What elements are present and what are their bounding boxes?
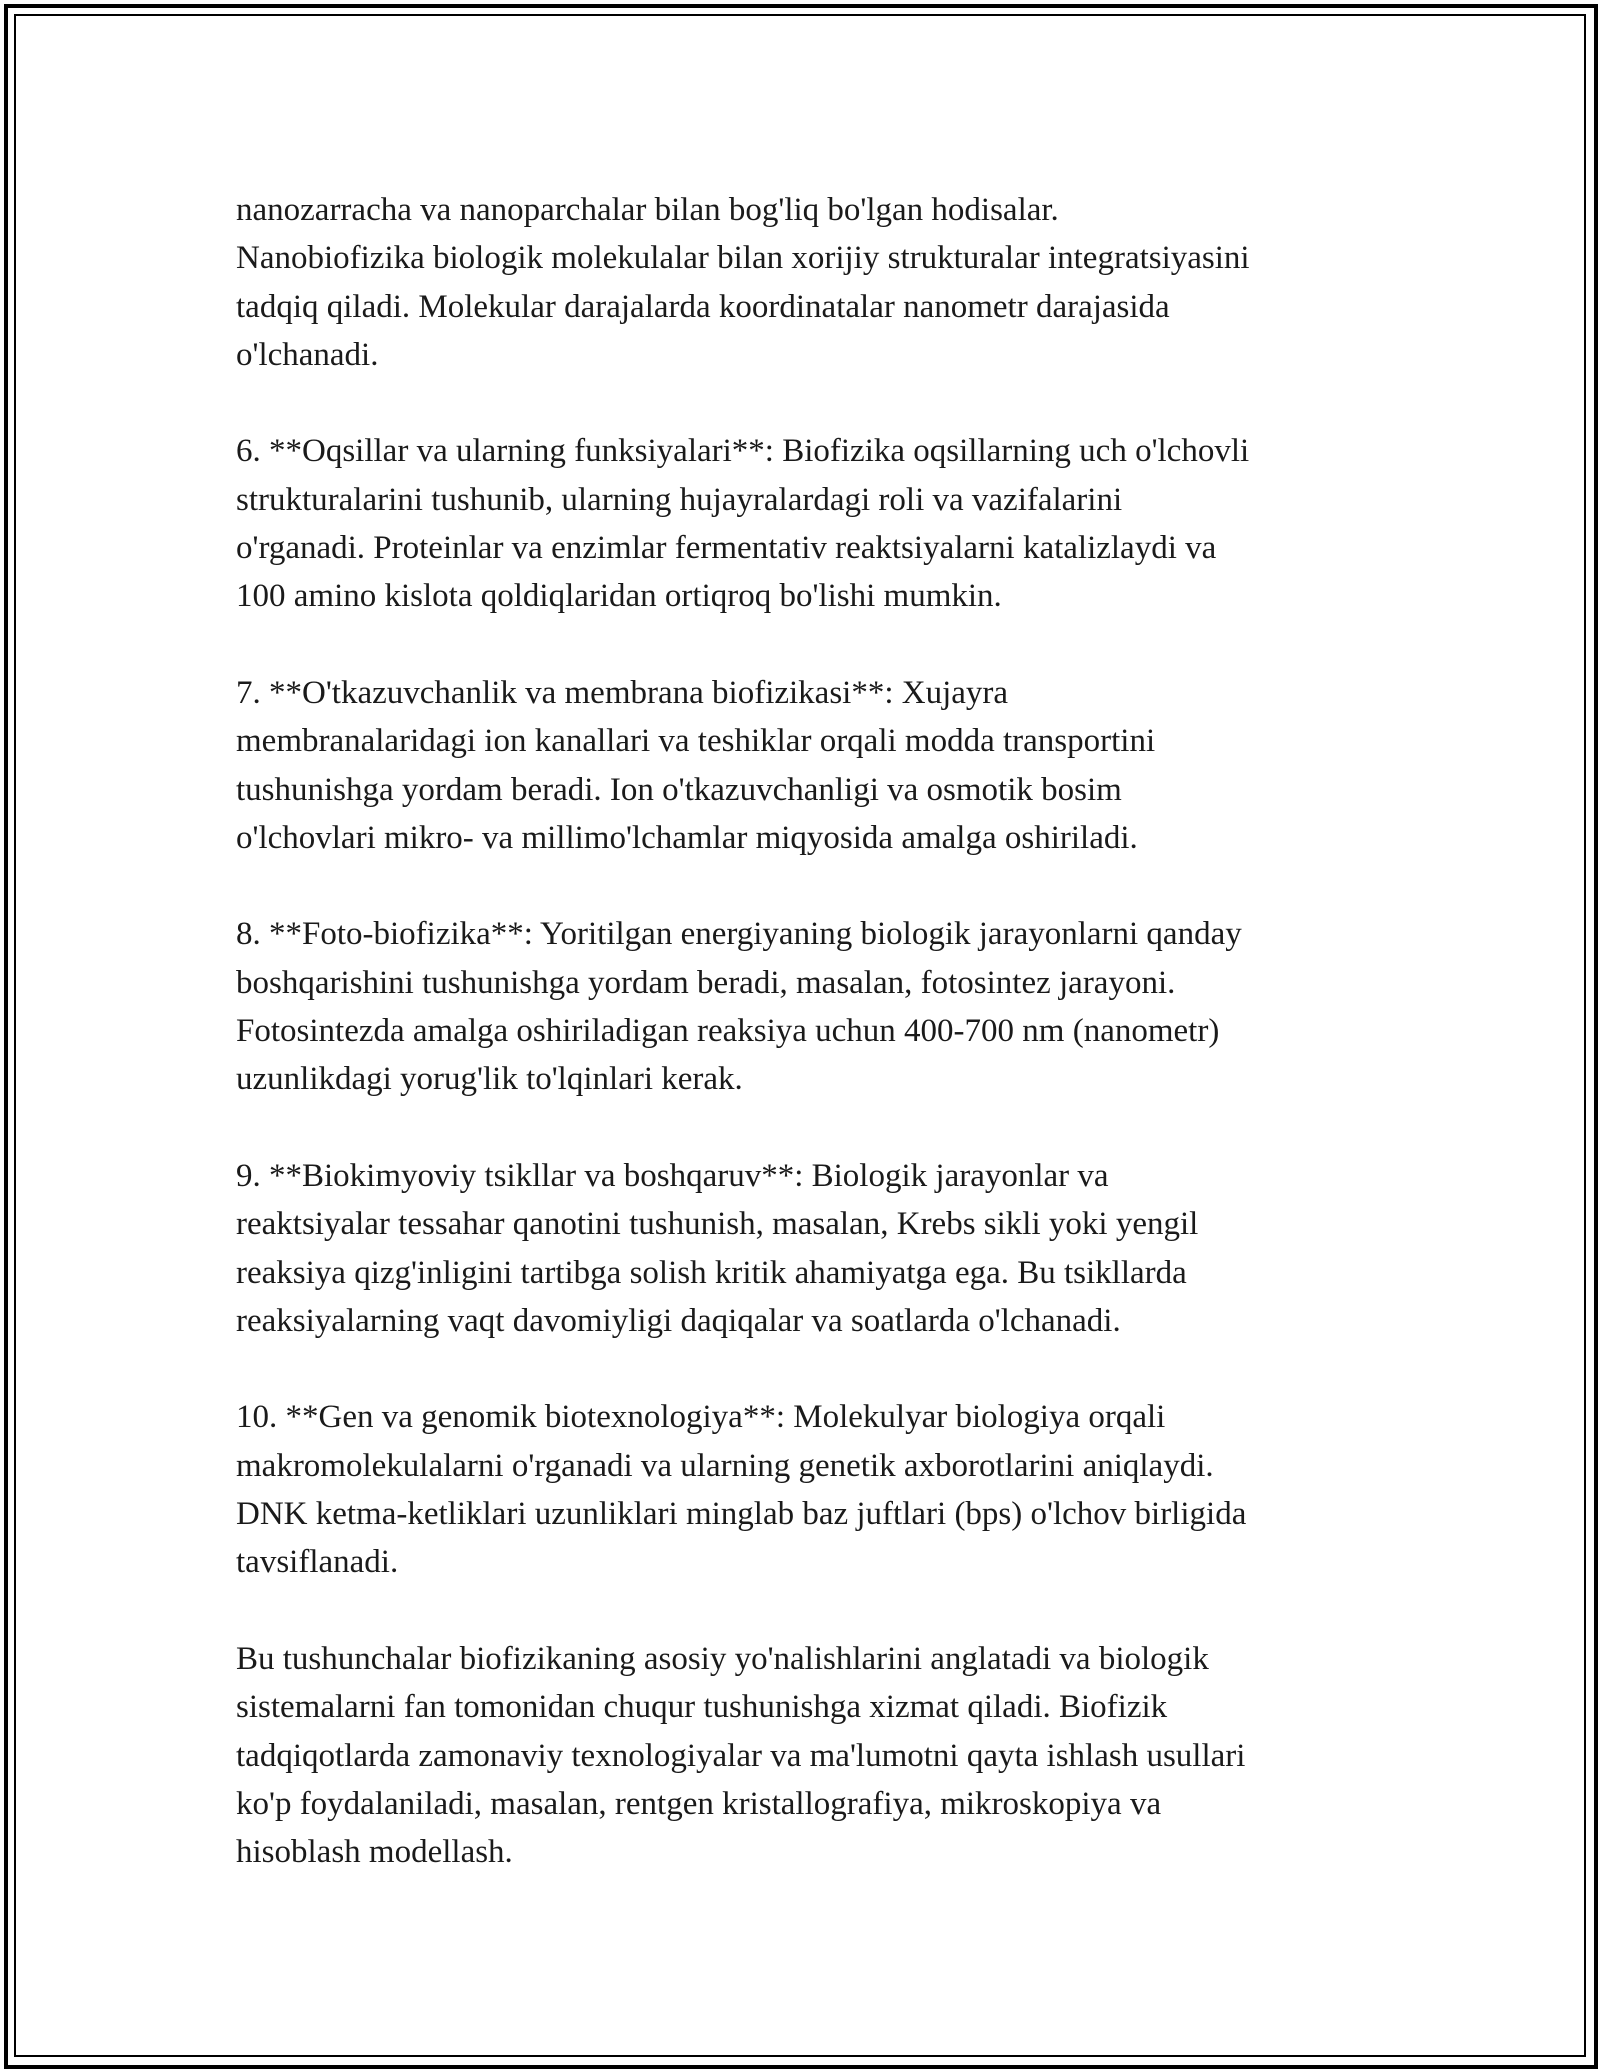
- paragraph-nanobiophysics: nanozarracha va nanoparchalar bilan bog'liq bo'lgan hodisalar. Nanobiofizika biologik molekulalar bilan xorijiy strukturalar integratsiyasini tadqiq qiladi. Molekular darajalarda koordinatalar nanometr darajasida o'lchanadi.: [236, 192, 1250, 373]
- paragraph-membrane: 7. **O'tkazuvchanlik va membrana biofizikasi**: Xujayra membranalaridagi ion kanallari va teshiklar orqali modda transportini tushunishga yordam beradi. Ion o'tkazuvchanligi va osmotik bosim o'lchovlari mikro- va millimo'lchamlar miqyosida amalga oshiriladi.: [236, 674, 1156, 856]
- paragraph-proteins: 6. **Oqsillar va ularning funksiyalari**: Biofizika oqsillarning uch o'lchovli strukturalarini tushunib, ularning hujayralardagi roli va vazifalarini o'rganadi. Proteinlar va enzimlar fermentativ reaktsiyalarni katalizlaydi va 100 amino kislota qoldiqlaridan ortiqroq bo'lishi mumkin.: [236, 433, 1250, 615]
- paragraph-biochemical-cycles: 9. **Biokimyoviy tsikllar va boshqaruv**: Biologik jarayonlar va reaktsiyalar tessahar qanotini tushunish, masalan, Krebs sikli yoki yengil reaksiya qizg'inligini tartibga solish kritik ahamiyatga ega. Bu tsikllarda reaksiyalarning vaqt davomiyligi daqiqalar va soatlarda o'lchanadi.: [236, 1157, 1199, 1339]
- paragraph-photobiophysics: 8. **Foto-biofizika**: Yoritilgan energiyaning biologik jarayonlarni qanday boshqarishini tushunishga yordam beradi, masalan, fotosintez jarayoni. Fotosintezda amalga oshiriladigan reaksiya uchun 400-700 nm (nanometr) uzunlikdagi yorug'lik to'lqinlari kerak.: [236, 916, 1242, 1098]
- paragraph-genomics: 10. **Gen va genomik biotexnologiya**: Molekulyar biologiya orqali makromolekulalarni o'rganadi va ularning genetik axborotlarini aniqlaydi. DNK ketma-ketliklari uzunliklari minglab baz juftlari (bps) o'lchov birligida tavsiflanadi.: [236, 1399, 1247, 1581]
- document-body: [236, 186, 1376, 1876]
- paragraph-conclusion: Bu tushunchalar biofizikaning asosiy yo'nalishlarini anglatadi va biologik sistemalarni fan tomonidan chuqur tushunishga xizmat qiladi. Biofizik tadqiqotlarda zamonaviy texnologiyalar va ma'lumotni qayta ishlash usullari ko'p foydalaniladi, masalan, rentgen kristallografiya, mikroskopiya va hisoblash modellash.: [236, 1640, 1246, 1871]
